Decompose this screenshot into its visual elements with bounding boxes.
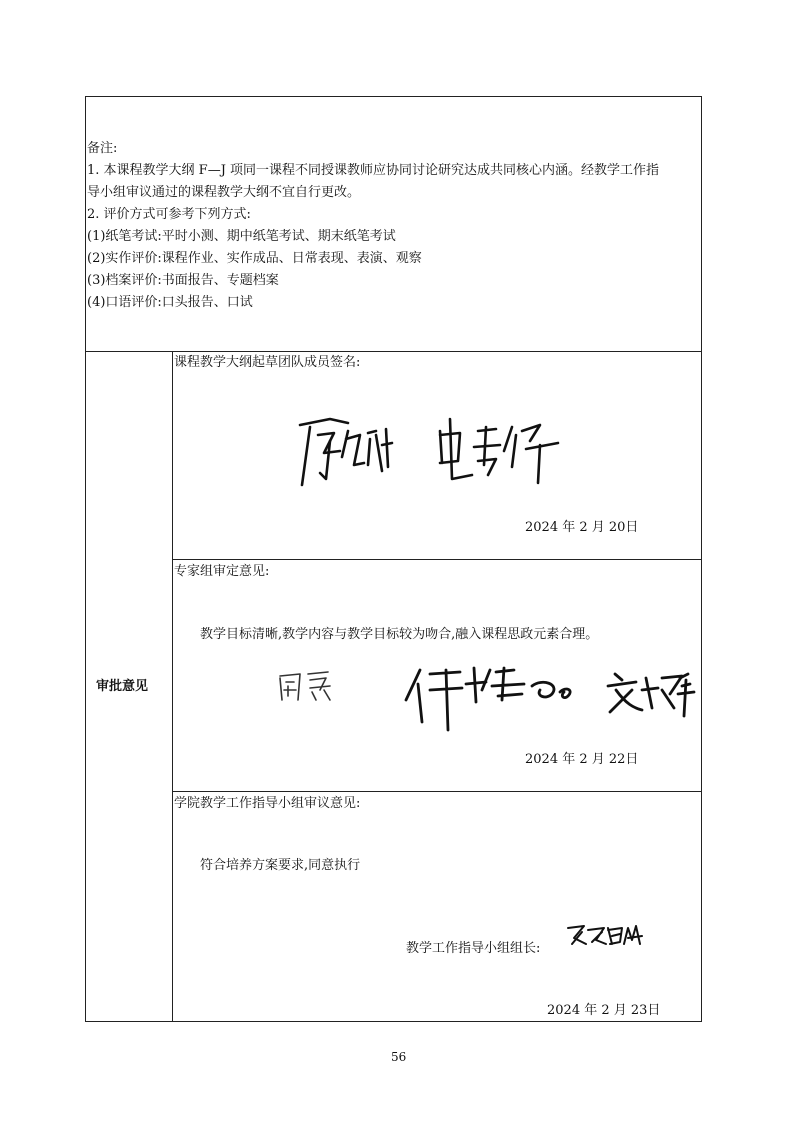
notes-item: (1)纸笔考试:平时小测、期中纸笔考试、期末纸笔考试 <box>87 229 396 244</box>
notes-line-1a: 1. 本课程教学大纲 F—J 项同一课程不同授课教师应协同讨论研究达成共同核心内涵。经教学工作指 <box>87 163 660 178</box>
college-opinion-label: 学院教学工作指导小组审议意见: <box>174 796 361 811</box>
college-date: 2024 年 2 月 23日 <box>547 1003 661 1018</box>
expert-date: 2024 年 2 月 22日 <box>525 752 639 767</box>
notes-heading: 备注: <box>87 141 118 156</box>
team-date: 2024 年 2 月 20日 <box>525 520 639 535</box>
team-signature-label: 课程教学大纲起草团队成员签名: <box>174 355 361 370</box>
expert-opinion-label: 专家组审定意见: <box>174 564 270 579</box>
column-divider <box>172 351 173 1022</box>
expert-signatures-image <box>270 660 700 735</box>
notes-item: (4)口语评价:口头报告、口试 <box>87 295 253 310</box>
college-opinion-text: 符合培养方案要求,同意执行 <box>200 858 361 873</box>
row-divider-notes <box>85 351 702 352</box>
college-leader-label: 教学工作指导小组组长: <box>406 941 541 956</box>
approval-side-label: 审批意见 <box>96 679 149 694</box>
notes-line-2: 2. 评价方式可参考下列方式: <box>87 207 251 222</box>
expert-opinion-text: 教学目标清晰,教学内容与教学目标较为吻合,融入课程思政元素合理。 <box>200 627 599 642</box>
notes-item: (3)档案评价:书面报告、专题档案 <box>87 273 279 288</box>
notes-line-1b: 导小组审议通过的课程教学大纲不宜自行更改。 <box>87 185 361 200</box>
row-divider-expert <box>172 791 702 792</box>
row-divider-team <box>172 559 702 560</box>
notes-item: (2)实作评价:课程作业、实作成品、日常表现、表演、观察 <box>87 251 422 266</box>
college-leader-signature-image <box>566 922 646 952</box>
team-signatures-image <box>290 405 580 495</box>
page-number: 56 <box>391 1050 407 1064</box>
